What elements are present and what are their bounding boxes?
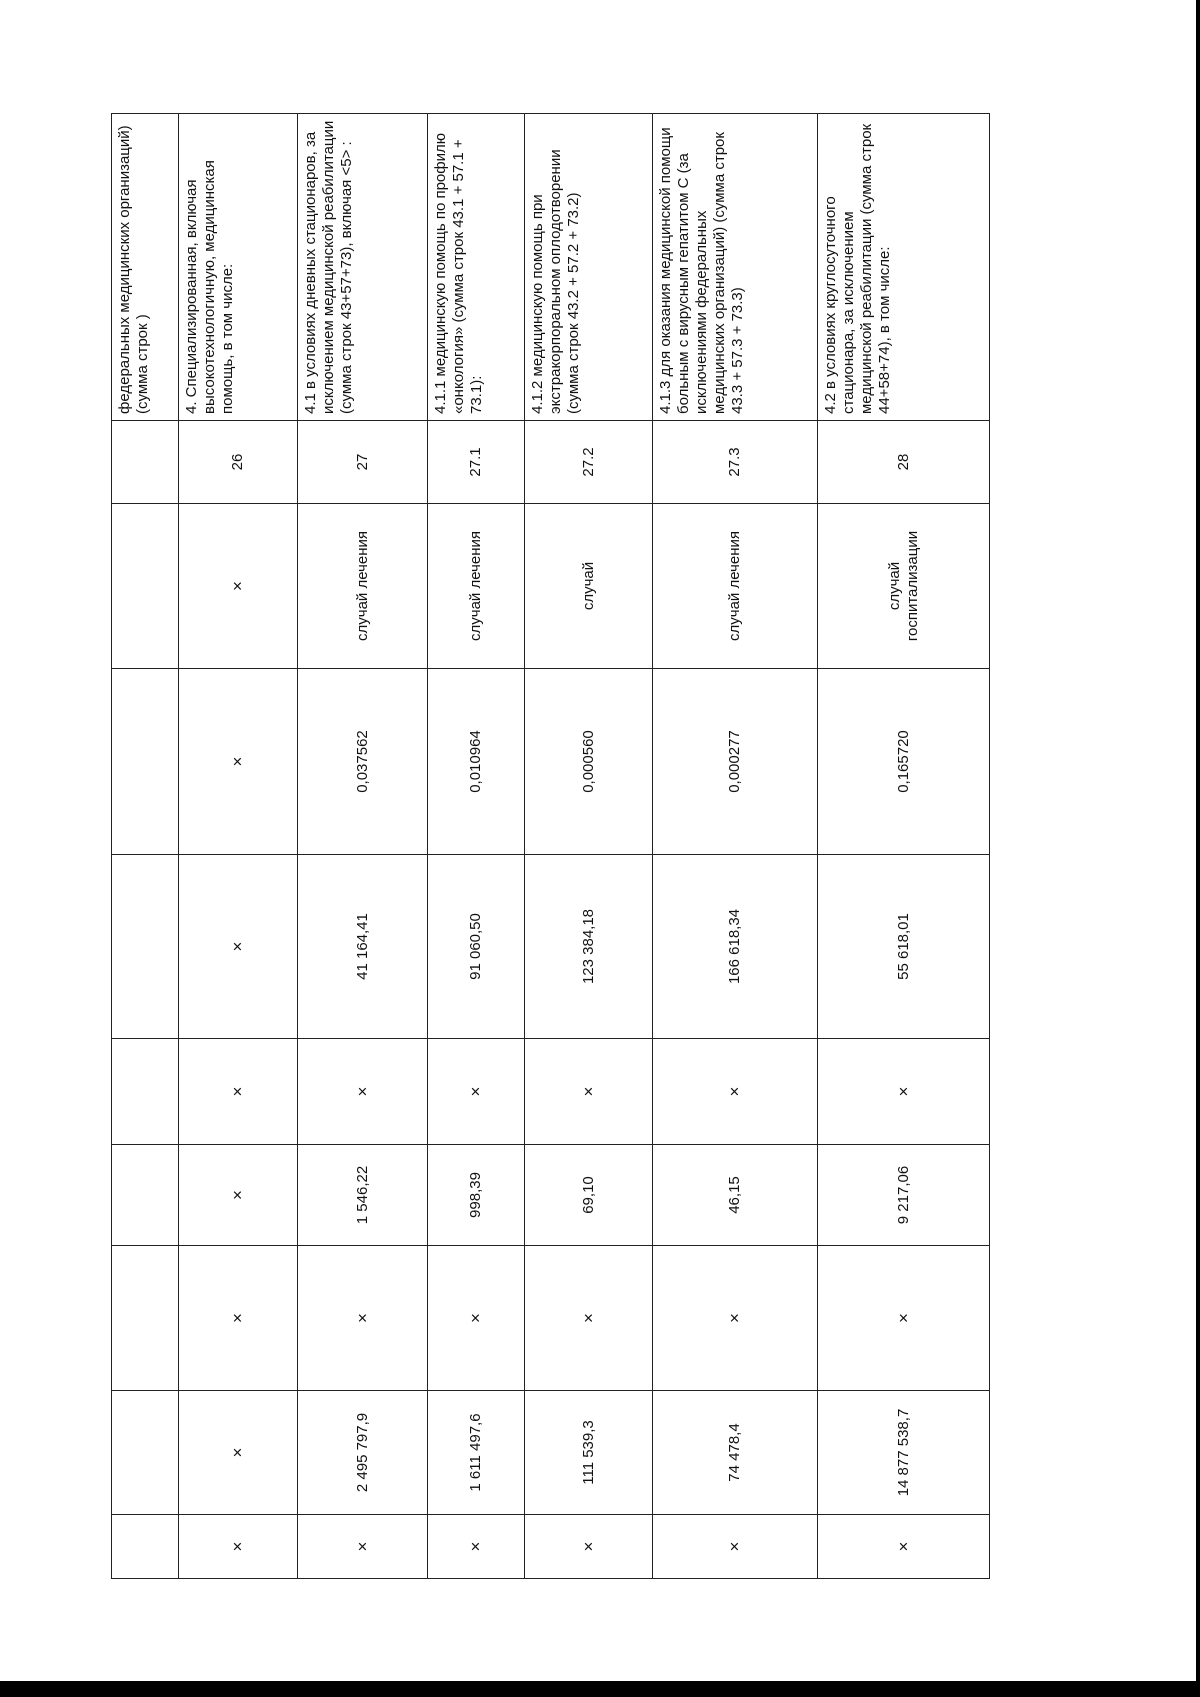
cell-cost: 91 060,50 [428, 855, 525, 1039]
table-row [298, 114, 428, 1579]
cell-x3: × [525, 1515, 653, 1579]
cell-name: федеральных медицинских организаций) (сумма строк ) [112, 114, 179, 421]
cell-volume: 0,000277 [653, 669, 818, 855]
cell-sum: 74 478,4 [653, 1391, 818, 1515]
rotated-table-wrapper [112, 113, 990, 1578]
cell-sum: 2 495 797,9 [298, 1391, 428, 1515]
cell-per-capita: 9 217,06 [818, 1145, 990, 1246]
cell-sum: 111 539,3 [525, 1391, 653, 1515]
cell-x2: × [428, 1246, 525, 1391]
cell-volume: × [179, 669, 298, 855]
cell-cost: 55 618,01 [818, 855, 990, 1039]
cell-x1: × [525, 1039, 653, 1145]
cell-unit [112, 504, 179, 669]
cell-per-capita: 46,15 [653, 1145, 818, 1246]
cell-cost: 123 384,18 [525, 855, 653, 1039]
cell-line: 27.3 [653, 421, 818, 504]
cell-x3 [112, 1515, 179, 1579]
cell-x2 [112, 1246, 179, 1391]
cell-x1: × [428, 1039, 525, 1145]
cell-volume: 0,037562 [298, 669, 428, 855]
cell-x1 [112, 1039, 179, 1145]
cell-x1: × [179, 1039, 298, 1145]
cell-cost: 166 618,34 [653, 855, 818, 1039]
cell-volume: 0,010964 [428, 669, 525, 855]
table-row [428, 114, 525, 1579]
cell-name: 4.2 в условиях круглосуточного стационара, за исключением медицинской реабилитации (сумма строк 44+58+74), в том числе: [818, 114, 990, 421]
cell-name: 4.1.2 медицинскую помощь при экстракорпоральном оплодотворении (сумма строк 43.2 + 57.2 + 73.2) [525, 114, 653, 421]
cell-unit: случай лечения [428, 504, 525, 669]
cell-unit: случай лечения [298, 504, 428, 669]
table-row [112, 114, 179, 1579]
cell-per-capita [112, 1145, 179, 1246]
cell-unit: случай лечения [653, 504, 818, 669]
table-row [525, 114, 653, 1579]
cell-line: 27.1 [428, 421, 525, 504]
cell-name: 4.1.3 для оказания медицинской помощи больным с вирусным гепатитом С (за исключениями федеральных медицинских организаций) (сумма строк 43.3 + 57.3 + 73.3) [653, 114, 818, 421]
cell-cost [112, 855, 179, 1039]
cell-unit: случай госпитализации [818, 504, 990, 669]
cell-x1: × [653, 1039, 818, 1145]
cell-x2: × [179, 1246, 298, 1391]
cell-sum: × [179, 1391, 298, 1515]
cell-sum: 14 877 538,7 [818, 1391, 990, 1515]
cell-line: 26 [179, 421, 298, 504]
cell-per-capita: 998,39 [428, 1145, 525, 1246]
cell-x3: × [428, 1515, 525, 1579]
scan-edge-right [1196, 0, 1200, 1697]
cell-unit: × [179, 504, 298, 669]
cell-volume: 0,165720 [818, 669, 990, 855]
cell-name: 4. Специализированная, включая высокотехнологичную, медицинская помощь, в том числе: [179, 114, 298, 421]
cell-per-capita: 69,10 [525, 1145, 653, 1246]
cell-cost: 41 164,41 [298, 855, 428, 1039]
table-row [818, 114, 990, 1579]
cell-x2: × [525, 1246, 653, 1391]
cell-line: 27 [298, 421, 428, 504]
cell-x3: × [653, 1515, 818, 1579]
cell-x1: × [818, 1039, 990, 1145]
cell-x3: × [298, 1515, 428, 1579]
cell-x2: × [298, 1246, 428, 1391]
scan-edge-bottom [0, 1681, 1200, 1697]
cell-sum [112, 1391, 179, 1515]
cell-unit: случай [525, 504, 653, 669]
cell-cost: × [179, 855, 298, 1039]
cell-name: 4.1.1 медицинскую помощь по профилю «онкология» (сумма строк 43.1 + 57.1 + 73.1): [428, 114, 525, 421]
cell-per-capita: × [179, 1145, 298, 1246]
table-row [653, 114, 818, 1579]
cell-x1: × [298, 1039, 428, 1145]
table-row [179, 114, 298, 1579]
cell-volume: 0,000560 [525, 669, 653, 855]
cell-x3: × [179, 1515, 298, 1579]
cell-line: 27.2 [525, 421, 653, 504]
tariff-table [111, 113, 990, 1579]
cell-volume [112, 669, 179, 855]
cell-line [112, 421, 179, 504]
cell-x3: × [818, 1515, 990, 1579]
cell-line: 28 [818, 421, 990, 504]
cell-name: 4.1 в условиях дневных стационаров, за исключением медицинской реабилитации (сумма строк 43+57+73), включая <5> : [298, 114, 428, 421]
cell-x2: × [653, 1246, 818, 1391]
cell-x2: × [818, 1246, 990, 1391]
cell-sum: 1 611 497,6 [428, 1391, 525, 1515]
cell-per-capita: 1 546,22 [298, 1145, 428, 1246]
